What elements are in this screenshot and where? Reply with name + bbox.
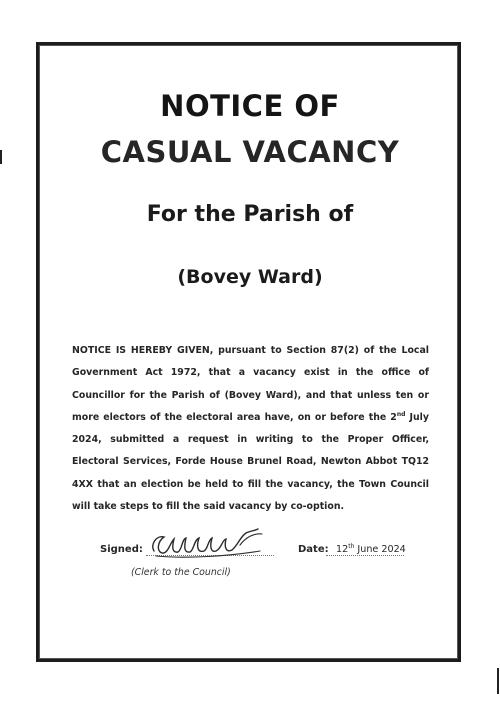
date-line [326,555,404,556]
date-value [336,544,406,555]
clerk-caption: (Clerk to the Council) [131,567,231,578]
date-month-year: June 2024 [354,544,406,555]
ward-name: (Bovey Ward) [177,266,323,288]
parish-subtitle: For the Parish of [146,202,354,227]
date-day: 12 [336,544,349,555]
notice-body-part1: NOTICE IS HEREBY GIVEN, pursuant to Section 87(2) of the Local Government Act 1972, that a vacancy exist in the office of Councillor for the Parish of (Bovey Ward), and that unless ten or more electors of the electoral area have, on or before the 2 [72,345,429,423]
notice-body-ordinal: nd [396,410,406,418]
date-label: Date: [298,544,329,555]
notice-title-line1: NOTICE OF [160,89,340,123]
date-ordinal: th [348,542,355,550]
notice-body [72,340,429,518]
notice-body-part2: July 2024, submitted a request in writing to the Proper Officer, Electoral Services, Forde House Brunel Road, Newton Abbot TQ12 4XX that an election be held to fill the vacancy, the Town Council will take steps to fill the said vacancy by co-option. [72,411,429,513]
signed-label: Signed: [100,544,143,555]
notice-title-line2: CASUAL VACANCY [100,135,400,169]
scan-edge-mark-right [497,668,499,694]
handwritten-signature [148,523,268,567]
